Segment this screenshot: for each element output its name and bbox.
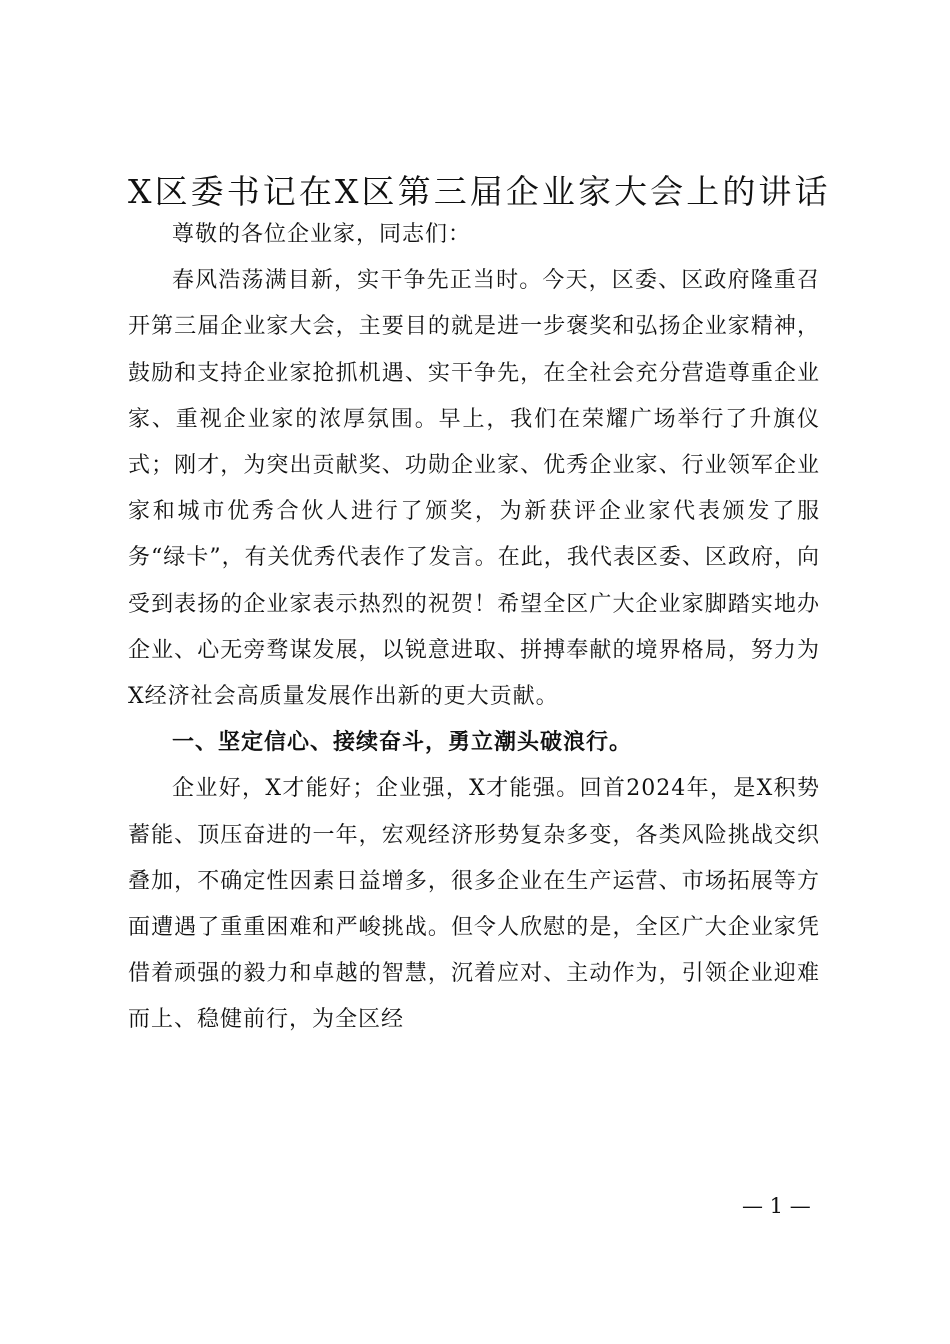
- opening-paragraph: 春风浩荡满目新，实干争先正当时。今天，区委、区政府隆重召开第三届企业家大会，主要目的就是进一步褒奖和弘扬企业家精神，鼓励和支持企业家抢抓机遇、实干争先，在全社会充分营造尊重企业家、重视企业家的浓厚氛围。早上，我们在荣耀广场举行了升旗仪式；刚才，为突出贡献奖、功勋企业家、优秀企业家、行业领军企业家和城市优秀合伙人进行了颁奖，为新获评企业家代表颁发了服务“绿卡”，有关优秀代表作了发言。在此，我代表区委、区政府，向受到表扬的企业家表示热烈的祝贺！希望全区广大企业家脚踏实地办企业、心无旁骛谋发展，以锐意进取、拼搏奉献的境界格局，努力为X经济社会高质量发展作出新的更大贡献。: [128, 268, 820, 710]
- document-body: [128, 212, 820, 1044]
- section-heading: 一、坚定信心、接续奋斗，勇立潮头破浪行。: [172, 730, 633, 756]
- salutation: 尊敬的各位企业家，同志们：: [172, 222, 472, 247]
- document-title: X区委书记在X区第三届企业家大会上的讲话: [128, 172, 828, 211]
- page-number: — 1 —: [742, 1194, 811, 1218]
- section-paragraph: 企业好，X才能好；企业强，X才能强。回首2024年，是X积势蓄能、顶压奋进的一年，宏观经济形势复杂多变，各类风险挑战交织叠加，不确定性因素日益增多，很多企业在生产运营、市场拓展等方面遭遇了重重困难和严峻挑战。但令人欣慰的是，全区广大企业家凭借着顽强的毅力和卓越的智慧，沉着应对、主动作为，引领企业迎难而上、稳健前行，为全区经: [128, 776, 820, 1033]
